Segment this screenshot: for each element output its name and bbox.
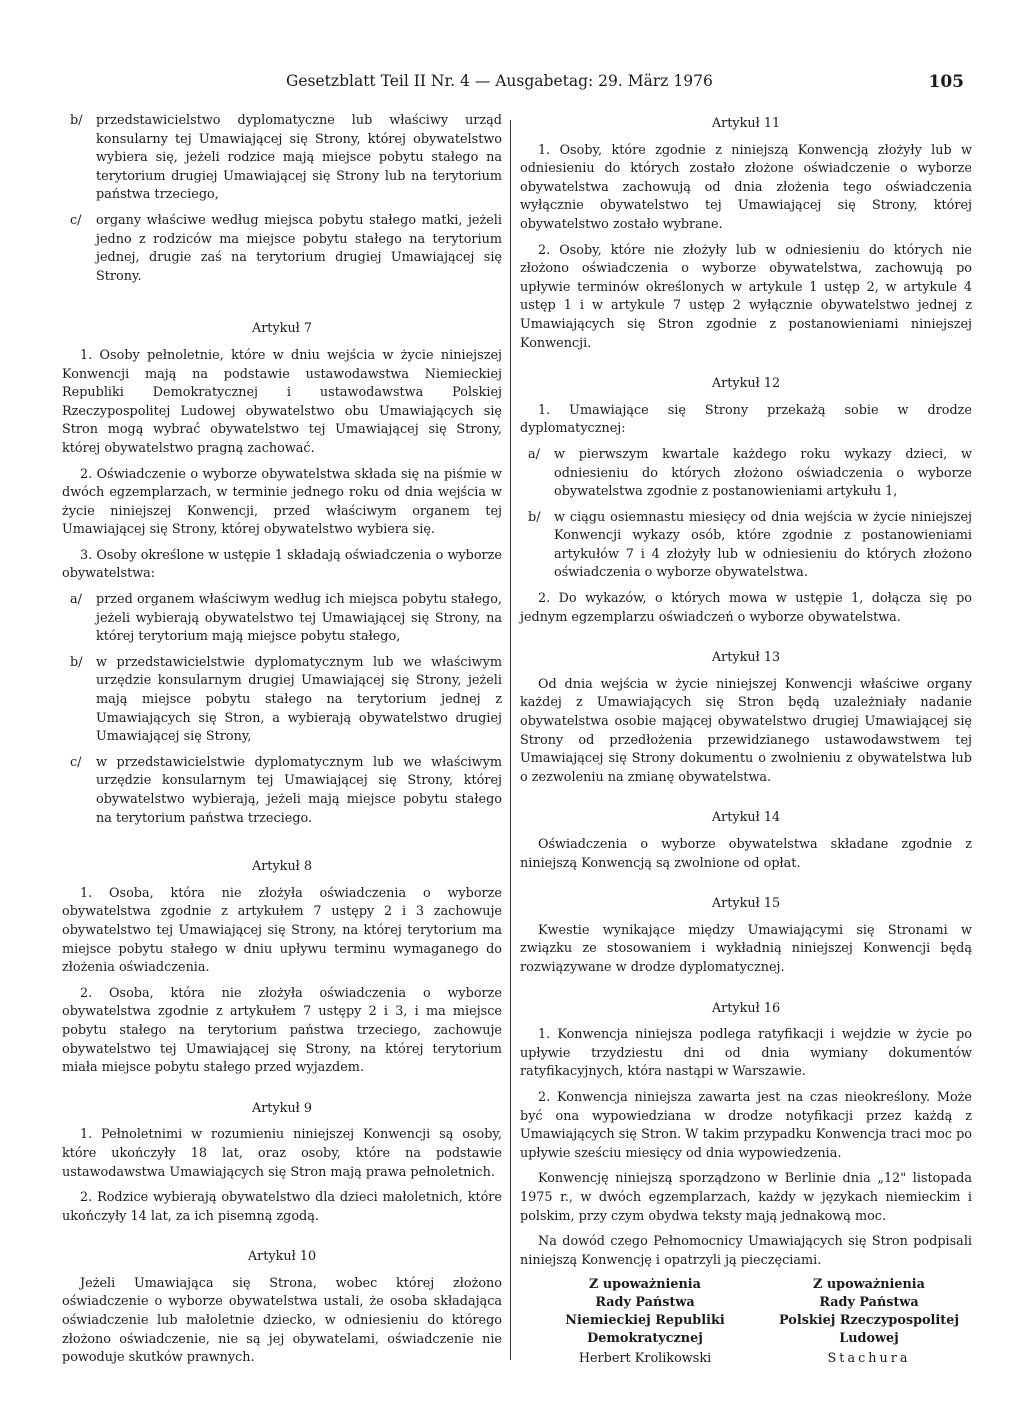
article-heading: Artykuł 9 [251, 1100, 313, 1116]
paragraph: Oświadczenia o wyborze obywatelstwa składane zgodnie z niniejszą Konwencją są zwolnione od opłat. [520, 837, 972, 871]
item-label: c/ [70, 754, 82, 770]
paragraph: 1. Osoby, które zgodnie z niniejszą Konwencją złożyły lub w odniesieniu do których zostało złożone oświadczenie o wyborze obywatelstwa zachowują od dnia złożenia tego oświadczenia wyłącznie obywatelstwo tej Umawiającej się Strony, której obywatelstwo zostało wybrane. [520, 142, 972, 232]
paragraph: 1. Konwencja niniejsza podlega ratyfikacji i wejdzie w życie po upływie trzydziestu dni od dnia wymiany dokumentów ratyfikacyjnych, która nastąpi w Warszawie. [520, 1027, 972, 1080]
item-text: przed organem właściwym według ich miejsca pobytu stałego, jeżeli wybierają obywatelstwo tej Umawiającej się Strony, na której terytorium mają miejsce pobytu stałego, [96, 592, 502, 645]
item-label: b/ [70, 113, 83, 128]
signature-line: Rady Państwa [595, 1295, 695, 1310]
signature-line: Demokratycznej [587, 1331, 703, 1346]
list-item [62, 754, 502, 828]
paragraph: 2. Do wykazów, o których mowa w ustępie 1, dołącza się po jednym egzemplarzu oświadczeń o wyborze obywatelstwa. [520, 591, 972, 625]
paragraph: 1. Umawiające się Strony przekażą sobie w drodze dyplomatycznej: [520, 402, 972, 437]
signature-block-prl [764, 1276, 974, 1368]
paragraph: 1. Osoby pełnoletnie, które w dniu wejścia w życie niniejszej Konwencji mają na podstawie ustawodawstwa Niemieckiej Republiki Demokratycznej i ustawodawstwa Polskiej Rzeczypospolitej Ludowej obywatelstwo obu Umawiających się Stron mogą wybrać obywatelstwo tej Umawiającej się Strony, której obywatelstwo pragną zachować. [62, 347, 502, 456]
list-item [62, 654, 502, 747]
left-column [62, 112, 502, 1375]
item-label: b/ [70, 654, 83, 670]
signature-line: Z upoważnienia [813, 1277, 925, 1292]
signature-line: Rady Państwa [819, 1295, 919, 1310]
signature-line: Ludowej [839, 1331, 899, 1346]
paragraph: 2. Rodzice wybierają obywatelstwo dla dzieci małoletnich, które ukończyły 14 lat, za ich pisemną zgodą. [62, 1190, 502, 1224]
signature-line: Niemieckiej Republiki [565, 1313, 725, 1328]
signatory-name: Stachura [827, 1351, 911, 1366]
article-heading: Artykuł 10 [247, 1249, 317, 1265]
paragraph: 2. Osoby, które nie złożyły lub w odniesieniu do których nie złożono oświadczenia o wyborze obywatelstwa, zachowują po upływie terminów określonych w artykule 1 ustęp 2, w artykule 4 ustęp 1 i w artykule 7 ustęp 2 wyłącznie obywatelstwo jednej z Umawiających się Stron zgodnie z postanowieniami niniejszej Konwencji. [520, 242, 972, 351]
signature-block-gdr [540, 1276, 750, 1368]
paragraph: Od dnia wejścia w życie niniejszej Konwencji właściwe organy każdej z Umawiających się Stron będą uzależniały nadanie obywatelstwa osobie mającej obywatelstwo drugiej Umawiającej się Strony od przedłożenia przewidzianego ustawodawstwem tej Umawiającej się Strony dokumentu o zwolnieniu z obywatelstwa lub o zezwoleniu na zmianę obywatelstwa. [520, 676, 972, 785]
running-header-title: Gesetzblatt Teil II Nr. 4 — Ausgabetag: 29. März 1976 [286, 72, 713, 90]
item-text: organy właściwe według miejsca pobytu stałego matki, jeżeli jedno z rodziców ma miejsce pobytu stałego na terytorium jednej, drugie zaś na terytorium drugiej Umawiającej się Strony. [96, 212, 502, 284]
article-heading: Artykuł 8 [251, 859, 313, 875]
paragraph: 3. Osoby określone w ustępie 1 składają oświadczenia o wyborze obywatelstwa: [62, 547, 502, 582]
item-label: c/ [70, 212, 82, 228]
paragraph: 2. Osoba, która nie złożyła oświadczenia o wyborze obywatelstwa zgodnie z artykułem 7 ustępy 2 i 3, i ma miejsce pobytu stałego na terytorium państwa trzeciego, zachowuje obywatelstwo tej Umawiającej się Strony, na której terytorium miała miejsce pobytu stałego przed wyjazdem. [62, 985, 502, 1076]
paragraph: 2. Oświadczenie o wyborze obywatelstwa składa się na piśmie w dwóch egzemplarzach, w terminie jednego roku od dnia wejścia w życie niniejszej Konwencji, przed właściwym organem tej Umawiającej się Strony, której obywatelstwo wybiera się. [62, 466, 502, 538]
page-number: 105 [928, 72, 964, 92]
article-heading: Artykuł 16 [711, 1000, 781, 1016]
page-header [60, 72, 964, 98]
paragraph: Na dowód czego Pełnomocnicy Umawiających się Stron podpisali niniejszą Konwencję i opatrzyli ją pieczęciami. [520, 1234, 972, 1268]
signatory-name: Herbert Krolikowski [578, 1351, 712, 1366]
item-text: w przedstawicielstwie dyplomatycznym lub we właściwym urzędzie konsularnym drugiej Umawiającej się Strony, jeżeli mają miejsce pobytu stałego na terytorium jednej z Umawiających się Stron, a wybierają obywatelstwo drugiej Umawiającej się Strony, [96, 654, 502, 745]
item-text: w pierwszym kwartale każdego roku wykazy dzieci, w odniesieniu do których złożono oświadczenia o wyborze obywatelstwa zgodnie z postanowieniami artykułu 1, [554, 446, 972, 500]
paragraph: Konwencję niniejszą sporządzono w Berlinie dnia „12" listopada 1975 r., w dwóch egzemplarzach, każdy w językach niemieckim i polskim, przy czym obydwa teksty mają jednakową moc. [520, 1171, 972, 1224]
list-item [520, 509, 972, 583]
item-text: w przedstawicielstwie dyplomatycznym lub we właściwym urzędzie konsularnym tej Umawiającej się Strony, której obywatelstwo wybierają, jeżeli mają miejsce pobytu stałego na terytorium państwa trzeciego. [96, 754, 502, 826]
paragraph: Jeżeli Umawiająca się Strona, wobec której złożono oświadczenie o wyborze obywatelstwa ustali, że osoba składająca oświadczenie lub małoletnie dziecko, w odniesieniu do którego złożono oświadczenie, nie są jej obywatelami, oświadczenie nie powoduje skutków prawnych. [62, 1275, 502, 1366]
article-heading: Artykuł 14 [711, 810, 781, 826]
item-text: przedstawicielstwo dyplomatyczne lub właściwy urząd konsularny tej Umawiającej się Strony, której obywatelstwo wybiera się, jeżeli rodzice mają miejsce pobytu stałego na terytorium drugiej Umawiającej się Strony lub na terytorium państwa trzeciego, [96, 113, 502, 203]
article-heading: Artykuł 11 [711, 116, 781, 131]
signature-line: Polskiej Rzeczypospolitej [779, 1313, 959, 1328]
article-heading: Artykuł 12 [711, 376, 781, 392]
article-heading: Artykuł 13 [711, 650, 781, 666]
right-column [520, 115, 972, 1277]
list-item [62, 591, 502, 647]
item-text: w ciągu osiemnastu miesięcy od dnia wejścia w życie niniejszej Konwencji wykazy osób, które zgodnie z postanowieniami artykułów 7 i 4 złożyły lub w odniesieniu do których złożono oświadczenia o wyborze obywatelstwa. [554, 509, 972, 581]
item-label: a/ [70, 592, 82, 608]
article-heading: Artykuł 7 [251, 321, 313, 337]
list-item [62, 112, 502, 205]
paragraph: 1. Pełnoletnimi w rozumieniu niniejszej Konwencji są osoby, które ukończyły 18 lat, oraz osoby, które na podstawie ustawodawstwa Umawiających się Stron mają prawa pełnoletnich. [62, 1127, 502, 1180]
paragraph: Kwestie wynikające między Umawiającymi się Stronami w związku ze stosowaniem i wykładnią niniejszej Konwencji będą rozwiązywane w drodze dyplomatycznej. [520, 922, 972, 975]
list-item [62, 212, 502, 286]
paragraph: 1. Osoba, która nie złożyła oświadczenia o wyborze obywatelstwa zgodnie z artykułem 7 ustępy 2 i 3 zachowuje obywatelstwo tej Umawiającej się Strony, na której terytorium ma miejsce pobytu stałego w dniu upływu terminu wymaganego do złożenia oświadczenia. [62, 885, 502, 976]
item-label: a/ [528, 446, 540, 462]
signature-line: Z upoważnienia [589, 1277, 701, 1292]
article-heading: Artykuł 15 [711, 896, 781, 912]
paragraph: 2. Konwencja niniejsza zawarta jest na czas nieokreślony. Może być ona wypowiedziana w drodze notyfikacji przez każdą z Umawiających się Stron. W takim przypadku Konwencja traci moc po upływie sześciu miesięcy od dnia wypowiedzenia. [520, 1089, 972, 1161]
list-item [520, 446, 972, 502]
column-divider [510, 120, 511, 1360]
item-label: b/ [528, 509, 541, 525]
